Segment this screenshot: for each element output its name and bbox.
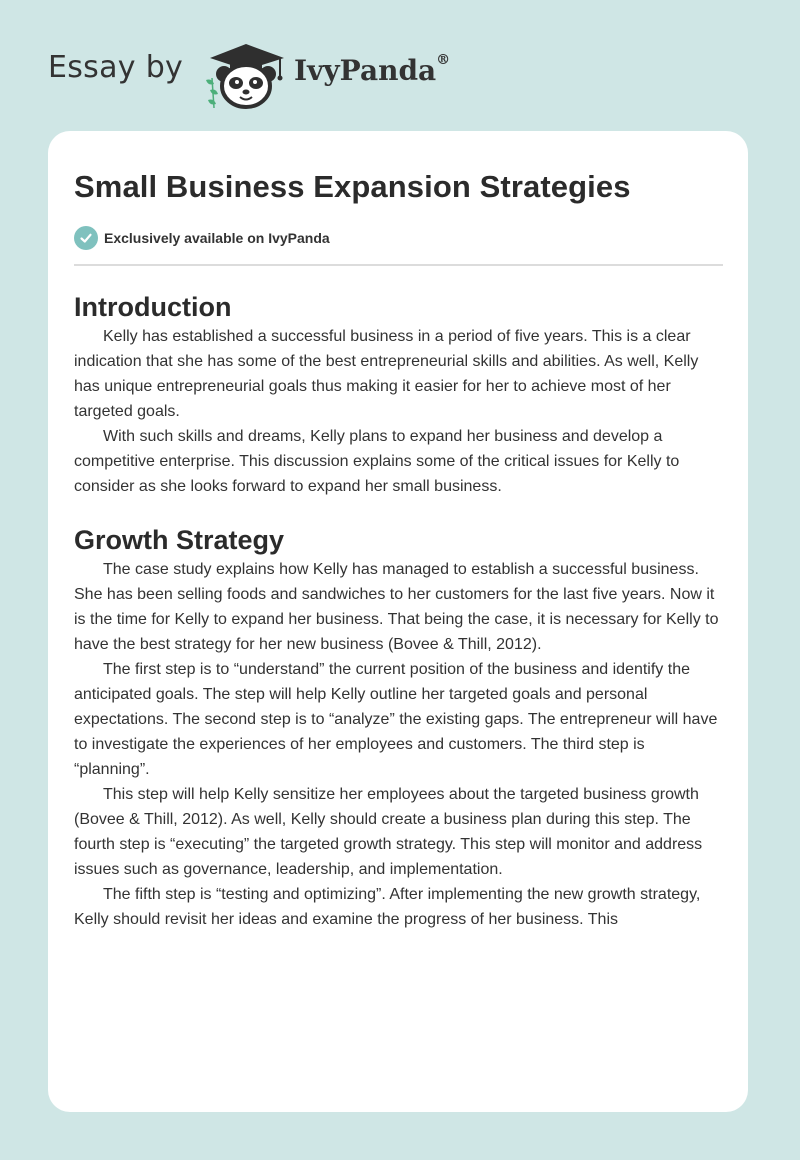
section-introduction bbox=[74, 290, 722, 499]
paragraph: The first step is to “understand” the current position of the business and identify the anticipated goals. The step will help Kelly outline her targeted goals and personal expectations. The second step is to “analyze” the existing gaps. The entrepreneur will have to investigate the experiences of her employees and customers. The third step is “planning”. bbox=[74, 661, 718, 778]
brand-name-text: IvyPanda bbox=[294, 54, 437, 87]
brand-name[interactable] bbox=[294, 54, 450, 87]
section-growth-strategy bbox=[74, 523, 722, 932]
title-divider bbox=[74, 264, 723, 266]
essay-by-label: Essay by bbox=[48, 50, 184, 85]
paragraph: Kelly has established a successful business in a period of five years. This is a clear indication that she has some of the best entrepreneurial skills and abilities. As well, Kelly has unique entrepreneurial goals thus making it easier for her to achieve most of her targeted goals. bbox=[74, 328, 699, 420]
check-circle-icon bbox=[74, 226, 98, 250]
exclusive-label: Exclusively available on IvyPanda bbox=[104, 230, 330, 246]
site-header bbox=[0, 0, 800, 130]
section-heading: Growth Strategy bbox=[74, 525, 285, 555]
exclusive-badge bbox=[74, 225, 722, 251]
registered-mark: ® bbox=[436, 52, 451, 68]
paragraph: With such skills and dreams, Kelly plans to expand her business and develop a competitive enterprise. This discussion explains some of the critical issues for Kelly to consider as she looks forward to expand her small business. bbox=[74, 428, 680, 495]
paragraph: This step will help Kelly sensitize her employees about the targeted business growth (Bovee & Thill, 2012). As well, Kelly should create a business plan during this step. The fourth step is “executing” the targeted growth strategy. This step will monitor and address issues such as governance, leadership, and implementation. bbox=[74, 786, 703, 878]
page-title: Small Business Expansion Strategies bbox=[74, 169, 631, 204]
panda-graduate-logo-icon[interactable] bbox=[200, 34, 290, 110]
paragraph: The case study explains how Kelly has managed to establish a successful business. She has been selling foods and sandwiches to her customers for the last five years. Now it is the time for Kelly to expand her business. That being the case, it is necessary for Kelly to have the best strategy for her new business (Bovee & Thill, 2012). bbox=[74, 561, 719, 653]
section-heading: Introduction bbox=[74, 292, 232, 322]
essay-card bbox=[48, 131, 748, 1112]
paragraph: The fifth step is “testing and optimizing”. After implementing the new growth strategy, Kelly should revisit her ideas and examine the progress of her business. This bbox=[74, 886, 701, 928]
